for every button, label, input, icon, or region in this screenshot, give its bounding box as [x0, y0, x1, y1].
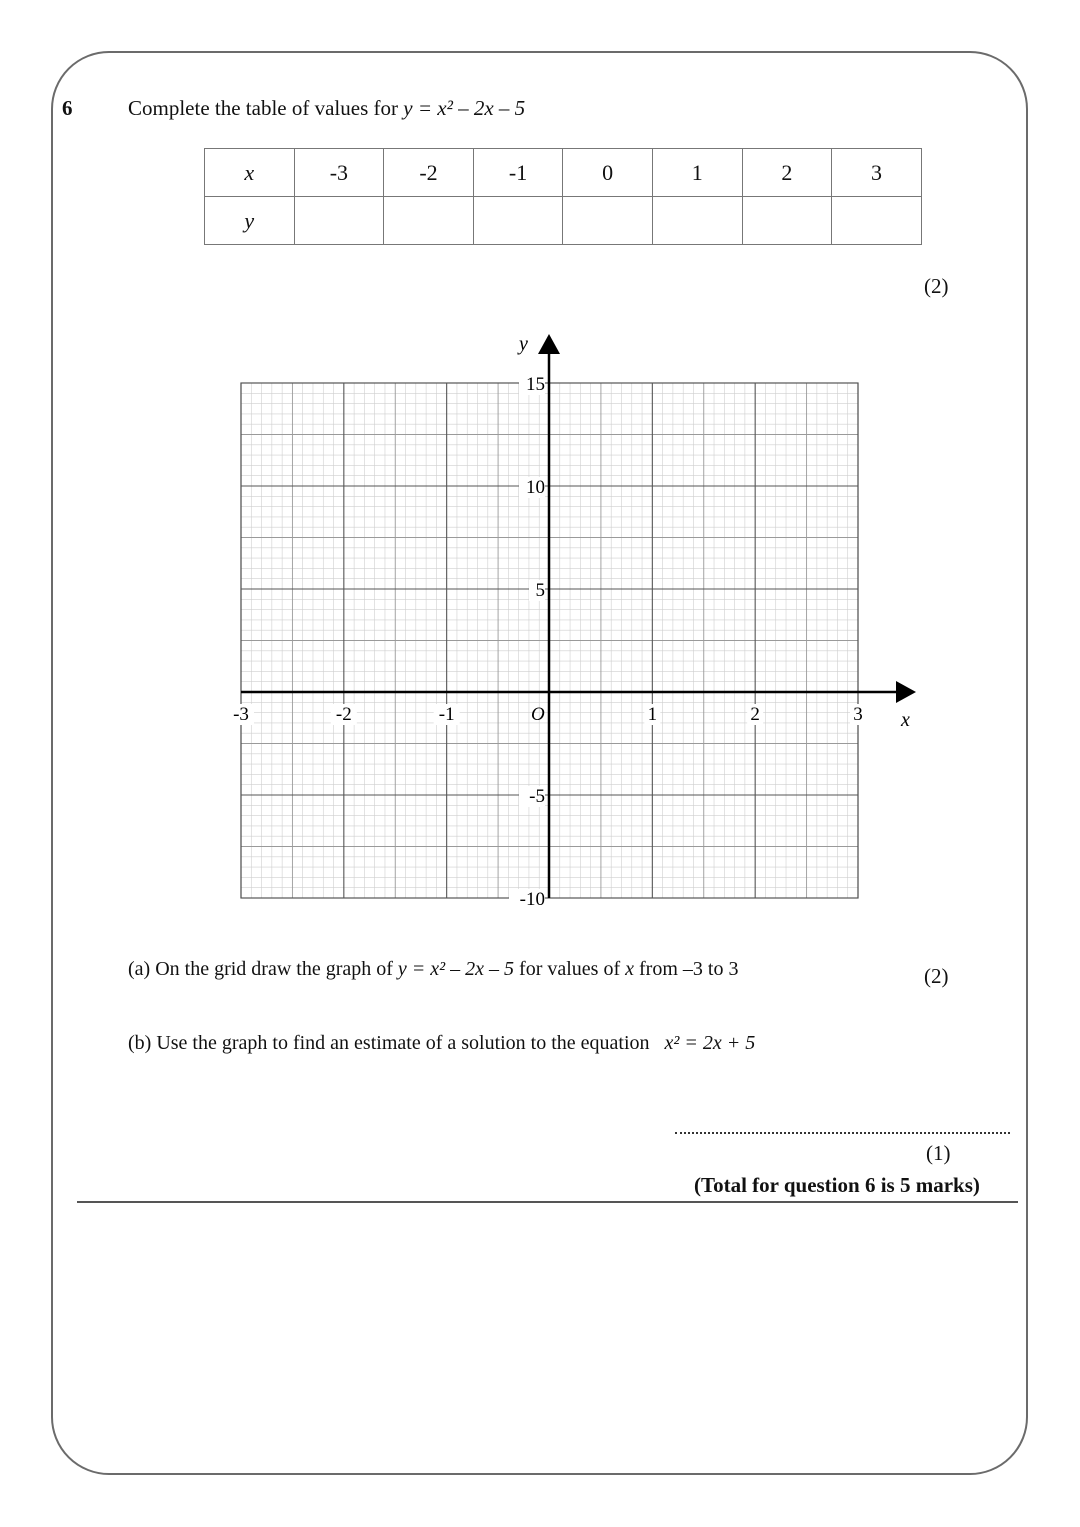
- x-axis-arrow-icon: [896, 681, 916, 703]
- part-a-text-1: On the grid draw the graph of: [155, 958, 393, 980]
- origin-label: O: [531, 704, 545, 725]
- total-marks: (Total for question 6 is 5 marks): [694, 1173, 980, 1197]
- x-tick-label: -3: [233, 704, 249, 725]
- part-a-marks: (2): [924, 964, 949, 988]
- part-b-marks: (1): [926, 1141, 951, 1165]
- y-tick-label: 5: [535, 580, 545, 601]
- x-tick-label: 1: [647, 704, 658, 725]
- prompt-equation: y = x² – 2x – 5: [403, 96, 526, 120]
- table-cell-x: -1: [473, 149, 563, 197]
- table-cell-x: 3: [832, 149, 922, 197]
- table-cell-x: -2: [384, 149, 474, 197]
- answer-line[interactable]: [675, 1122, 1010, 1134]
- part-b-label: (b): [128, 1032, 152, 1054]
- y-tick-label: 10: [526, 477, 545, 498]
- table-cell-x: -3: [294, 149, 384, 197]
- divider-line: [77, 1201, 1018, 1203]
- prompt-text: Complete the table of values for: [128, 96, 398, 120]
- part-a-text-3: from –3 to 3: [639, 958, 739, 980]
- part-a-var: x: [625, 958, 635, 980]
- table-marks: (2): [924, 274, 949, 298]
- table-cell-x: 0: [563, 149, 653, 197]
- y-tick-label: -10: [519, 889, 545, 910]
- part-b: [128, 1032, 755, 1055]
- table-cell-x: 1: [652, 149, 742, 197]
- x-tick-label: 2: [750, 704, 760, 725]
- part-a-label: (a): [128, 958, 151, 980]
- table-header-x: x: [205, 149, 295, 197]
- part-b-text: Use the graph to find an estimate of a solution to the equation: [156, 1032, 650, 1054]
- y-axis-label: y: [519, 333, 528, 355]
- y-tick-label: -5: [529, 786, 545, 807]
- part-b-equation: x² = 2x + 5: [664, 1032, 756, 1054]
- part-a-equation: y = x² – 2x – 5: [397, 958, 515, 980]
- x-tick-label: -1: [438, 704, 455, 725]
- part-a: [128, 958, 738, 981]
- y-axis-arrow-icon: [538, 334, 560, 354]
- x-axis-label: x: [901, 709, 910, 731]
- y-tick-label: 15: [526, 374, 545, 395]
- tick-labels: [228, 374, 866, 910]
- x-tick-label: -2: [335, 704, 352, 725]
- x-tick-label: 3: [853, 704, 863, 725]
- table-cell-x: 2: [742, 149, 832, 197]
- table-header-y: y: [205, 197, 295, 245]
- part-a-text-2: for values of: [519, 958, 621, 980]
- question-number: 6: [62, 96, 73, 120]
